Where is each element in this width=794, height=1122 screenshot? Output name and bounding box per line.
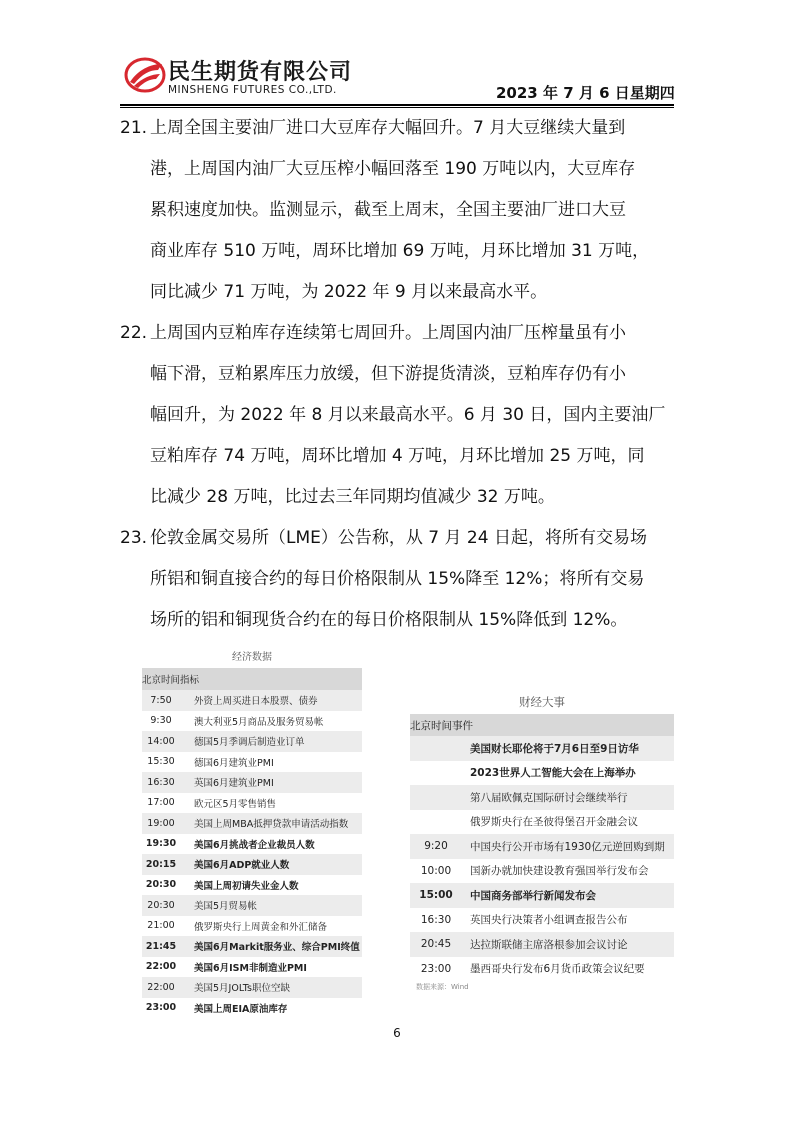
table-row (410, 859, 674, 884)
table-header (142, 668, 362, 690)
table-row (410, 957, 674, 982)
table-row (410, 834, 674, 859)
table-title: 经济数据 (232, 652, 272, 663)
table-row (142, 711, 362, 732)
paragraph-line: 同比减少 71 万吨，为 2022 年 9 月以来最高水平。 (150, 282, 548, 302)
table-body (410, 736, 674, 981)
row-event: 达拉斯联储主席洛根参加会议讨论 (470, 938, 628, 951)
row-item: 德国6月建筑业PMI (194, 757, 274, 769)
row-time: 20:30 (147, 899, 175, 911)
paragraph-21 (120, 108, 676, 313)
row-time: 17:00 (147, 797, 175, 809)
row-item: 德国5月季调后制造业订单 (194, 737, 305, 749)
table-row (410, 883, 674, 908)
row-time: 9:20 (424, 840, 448, 853)
table-row (410, 736, 674, 761)
row-time: 7:50 (150, 694, 172, 706)
table-row (410, 785, 674, 810)
row-event: 第八届欧佩克国际研讨会继续举行 (470, 791, 628, 804)
row-item: 美国6月ADP就业人数 (194, 860, 290, 872)
table-row (142, 957, 362, 978)
row-time: 10:00 (420, 864, 452, 877)
company-name-cn: 民生期货有限公司 (168, 60, 353, 85)
header-time: 北京时间 (410, 719, 452, 732)
row-item: 俄罗斯央行上周黄金和外汇储备 (194, 921, 328, 933)
table-row (142, 731, 362, 752)
table-row (410, 761, 674, 786)
table-row (142, 752, 362, 773)
row-item: 美国上周初请失业金人数 (194, 880, 299, 892)
row-time: 20:15 (145, 858, 177, 870)
paragraph-line: 豆粕库存 74 万吨，周环比增加 4 万吨，月环比增加 25 万吨，同 (150, 446, 645, 466)
paragraph-line: 港，上周国内油厂大豆压榨小幅回落至 190 万吨以内，大豆库存 (150, 159, 636, 179)
paragraph-line: 场所的铝和铜现货合约在的每日价格限制从 15%降低到 12%。 (150, 610, 628, 630)
paragraph-number: 21. (120, 118, 148, 138)
row-time: 21:00 (147, 920, 175, 932)
row-time: 20:30 (145, 879, 177, 891)
row-time: 14:00 (147, 735, 175, 747)
table-row (410, 810, 674, 835)
page-number: 6 (393, 1026, 401, 1040)
data-source-note: 数据来源：Wind (416, 983, 469, 991)
row-event: 2023世界人工智能大会在上海举办 (470, 767, 636, 780)
table-title: 财经大事 (519, 695, 565, 709)
table-row (142, 998, 362, 1019)
table-row (142, 977, 362, 998)
paragraph-number: 23. (120, 528, 148, 548)
economic-data-table (142, 648, 362, 1018)
row-time: 15:00 (419, 889, 453, 902)
table-row (142, 916, 362, 937)
table-row (142, 772, 362, 793)
row-event: 国新办就加快建设教育强国举行发布会 (470, 865, 649, 878)
row-time: 19:30 (145, 838, 177, 850)
table-row (142, 690, 362, 711)
paragraph-23 (120, 518, 676, 641)
company-name-en: MINSHENG FUTURES CO.,LTD. (168, 84, 337, 96)
paragraph-number: 22. (120, 323, 148, 343)
paragraph-line: 伦敦金属交易所（LME）公告称，从 7 月 24 日起，将所有交易场 (150, 528, 647, 548)
table-row (410, 932, 674, 957)
row-item: 美国上周MBA抵押贷款申请活动指数 (194, 819, 349, 831)
row-event: 美国财长耶伦将于7月6日至9日访华 (470, 742, 639, 755)
header-item: 指标 (180, 675, 200, 686)
paragraph-line: 上周全国主要油厂进口大豆库存大幅回升。7 月大豆继续大量到 (150, 118, 626, 138)
paragraph-line: 商业库存 510 万吨，周环比增加 69 万吨，月环比增加 31 万吨， (150, 241, 650, 261)
header-rule (120, 104, 674, 106)
minsheng-logo-icon (124, 56, 166, 94)
table-body (142, 690, 362, 1018)
financial-events-table (410, 690, 674, 993)
row-item: 美国5月贸易帐 (194, 901, 258, 913)
report-date: 2023 年 7 月 6 日星期四 (496, 84, 675, 102)
header-time: 北京时间 (142, 675, 181, 686)
table-header (410, 714, 674, 736)
table-row (142, 936, 362, 957)
row-event: 中国商务部举行新闻发布会 (470, 889, 596, 902)
header-event: 事件 (452, 719, 473, 732)
row-item: 欧元区5月零售销售 (194, 798, 277, 810)
row-item: 美国5月JOLTs职位空缺 (194, 983, 290, 995)
row-item: 美国6月ISM非制造业PMI (194, 962, 307, 974)
row-time: 21:45 (145, 940, 177, 952)
row-time: 16:30 (420, 913, 452, 926)
paragraph-line: 幅下滑，豆粕累库压力放缓，但下游提货清淡，豆粕库存仍有小 (150, 364, 626, 384)
row-event: 墨西哥央行发布6月货币政策会议纪要 (470, 963, 645, 976)
row-time: 16:30 (147, 776, 175, 788)
row-item: 英国6月建筑业PMI (194, 778, 274, 790)
paragraph-line: 比减少 28 万吨，比过去三年同期均值减少 32 万吨。 (150, 487, 555, 507)
table-row (410, 908, 674, 933)
table-row (142, 875, 362, 896)
paragraph-line: 所铝和铜直接合约的每日价格限制从 15%降至 12%；将所有交易 (150, 569, 645, 589)
row-time: 9:30 (150, 715, 172, 727)
row-item: 澳大利亚5月商品及服务贸易帐 (194, 716, 324, 728)
row-item: 外资上周买进日本股票、债券 (194, 696, 318, 708)
row-item: 美国上周EIA原油库存 (194, 1003, 288, 1015)
page-header (0, 0, 794, 110)
row-time: 23:00 (145, 1002, 177, 1014)
paragraph-line: 累积速度加快。监测显示，截至上周末，全国主要油厂进口大豆 (150, 200, 626, 220)
row-time: 15:30 (147, 756, 175, 768)
row-event: 俄罗斯央行在圣彼得堡召开金融会议 (470, 816, 638, 829)
row-time: 22:00 (147, 981, 175, 993)
table-row (142, 854, 362, 875)
row-time: 23:00 (420, 962, 452, 975)
row-event: 英国央行决策者小组调查报告公布 (470, 914, 628, 927)
row-item: 美国6月挑战者企业裁员人数 (194, 839, 315, 851)
table-row (142, 793, 362, 814)
row-event: 中国央行公开市场有1930亿元逆回购到期 (470, 840, 665, 853)
row-time: 22:00 (145, 961, 177, 973)
table-row (142, 813, 362, 834)
paragraph-line: 上周国内豆粕库存连续第七周回升。上周国内油厂压榨量虽有小 (150, 323, 626, 343)
table-row (142, 834, 362, 855)
row-time: 20:45 (420, 938, 452, 951)
table-row (142, 895, 362, 916)
paragraph-line: 幅回升，为 2022 年 8 月以来最高水平。6 月 30 日，国内主要油厂 (150, 405, 666, 425)
row-item: 美国6月Markit服务业、综合PMI终值 (194, 942, 360, 954)
row-time: 19:00 (147, 817, 175, 829)
paragraph-22 (120, 313, 676, 518)
